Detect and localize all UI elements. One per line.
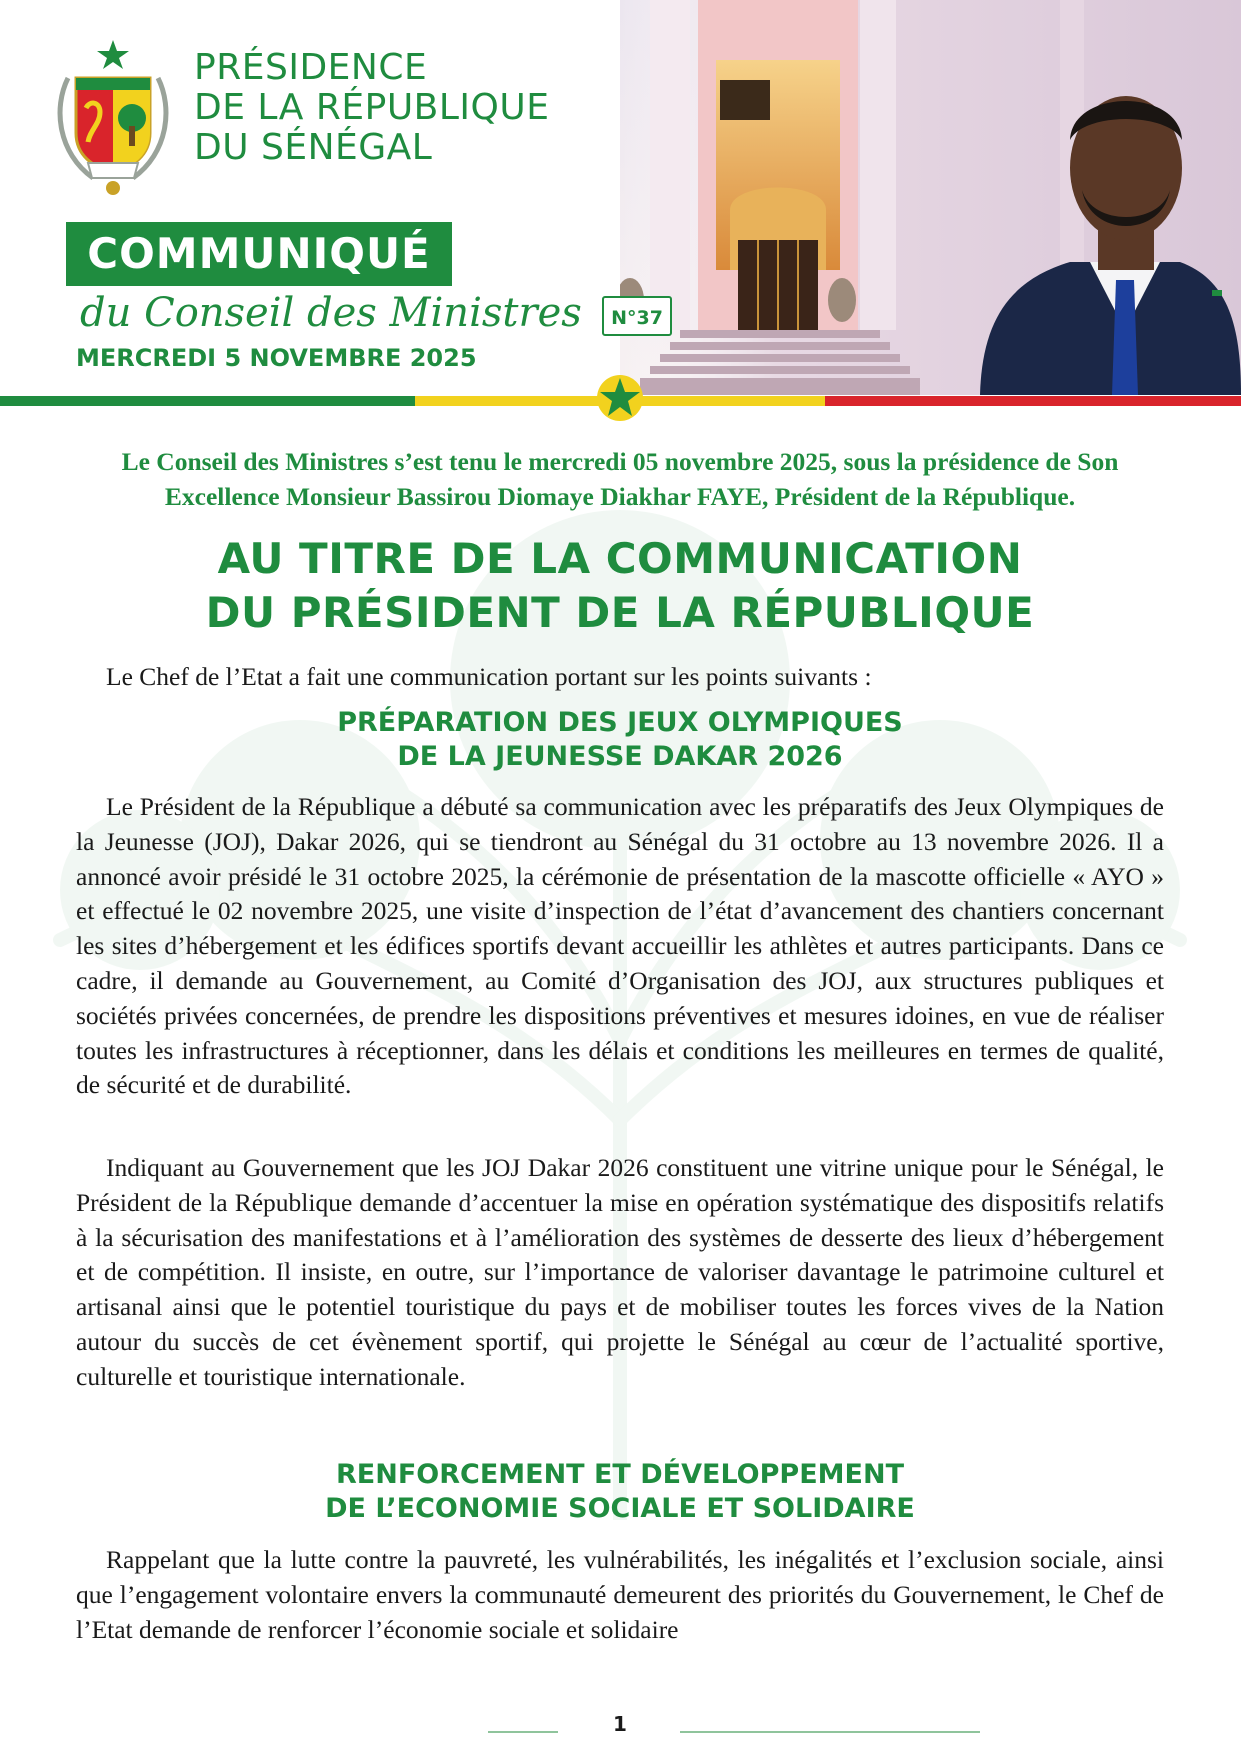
section-heading-ess bbox=[70, 1458, 1170, 1526]
presidence-line-1: PRÉSIDENCE bbox=[194, 47, 428, 88]
lead-sentence: Le Chef de l’Etat a fait une communication portant sur les points suivants : bbox=[106, 662, 872, 691]
presidence-title bbox=[194, 48, 614, 168]
section-heading-line: DE LA JEUNESSE DAKAR 2026 bbox=[397, 741, 843, 772]
footer-divider-right bbox=[680, 1731, 980, 1733]
paragraph-ess-1: Rappelant que la lutte contre la pauvreté, les vulnérabilités, les inégalités et l’exclusion sociale, ainsi que l’engagement volontaire envers la communauté demeurent des priorités du Gouvernement, le Chef de l’Etat demande de renforcer l’économie sociale et solidaire bbox=[76, 1545, 1164, 1644]
communique-number: N°37 bbox=[602, 296, 672, 336]
paragraph-joj-1: Le Président de la République a débuté sa communication avec les préparatifs des Jeux Olympiques de la Jeunesse (JOJ), Dakar 2026, qui se tiendront au Sénégal du 31 octobre au 13 novembre 2026. Il a annoncé avoir présidé le 31 octobre 2025, la cérémonie de présentation de la mascotte officielle « AYO » et effectué le 02 novembre 2025, une visite d’inspection de l’état d’avancement des chantiers concernant les sites d’hébergement et les édifices sportifs devant accueillir les athlètes et autres participants. Dans ce cadre, il demande au Gouvernement, au Comité d’Organisation des JOJ, aux structures publiques et sociétés privées concernées, de prendre les dispositions préventives et mesures idoines, en vue de réaliser toutes les infrastructures à réceptionner, dans les délais et conditions les meilleures en termes de qualité, de sécurité et de durabilité. bbox=[76, 792, 1164, 1100]
main-heading-line-2: DU PRÉSIDENT DE LA RÉPUBLIQUE bbox=[205, 588, 1035, 637]
communique-date: MERCREDI 5 NOVEMBRE 2025 bbox=[76, 344, 477, 372]
flag-red-stripe bbox=[825, 396, 1241, 406]
palace-and-president-photo bbox=[620, 0, 1241, 395]
conseil-des-ministres-label: du Conseil des Ministres bbox=[80, 290, 582, 336]
presidence-line-2: DE LA RÉPUBLIQUE bbox=[194, 87, 550, 128]
green-star-icon bbox=[596, 374, 644, 422]
paragraph-joj-2: Indiquant au Gouvernement que les JOJ Dakar 2026 constituent une vitrine unique pour le Sénégal, le Président de la République demande d’accentuer la mise en opération systématique des dispositifs relatifs à la sécurisation des manifestations et à l’amélioration des systèmes de desserte des lieux d’hébergement et de compétition. Il insiste, en outre, sur l’importance de valoriser davantage le patrimoine culturel et artisanal ainsi que le potentiel touristique du pays et de mobiliser toutes les forces vives de la Nation autour du succès de cet évènement sportif, qui projette le Sénégal au cœur de l’actualité sportive, culturelle et touristique internationale. bbox=[76, 1153, 1164, 1391]
intro-paragraph: Le Conseil des Ministres s’est tenu le mercredi 05 novembre 2025, sous la présidence de Son Excellence Monsieur Bassirou Diomaye Diakhar FAYE, Président de la République. bbox=[121, 447, 1119, 511]
main-heading bbox=[70, 532, 1170, 640]
presidence-line-3: DU SÉNÉGAL bbox=[194, 127, 433, 168]
main-heading-line-1: AU TITRE DE LA COMMUNICATION bbox=[217, 534, 1023, 583]
section-heading-line: PRÉPARATION DES JEUX OLYMPIQUES bbox=[337, 707, 903, 738]
header bbox=[0, 0, 1241, 410]
senegal-coat-of-arms-icon bbox=[48, 38, 178, 198]
communique-label: COMMUNIQUÉ bbox=[66, 222, 452, 286]
page-number: 1 bbox=[613, 1712, 627, 1736]
footer-divider-left bbox=[488, 1731, 558, 1733]
section-heading-joj bbox=[70, 706, 1170, 774]
section-heading-line: RENFORCEMENT ET DÉVELOPPEMENT bbox=[335, 1459, 904, 1490]
section-heading-line: DE L’ECONOMIE SOCIALE ET SOLIDAIRE bbox=[325, 1493, 915, 1524]
flag-green-stripe bbox=[0, 396, 415, 406]
